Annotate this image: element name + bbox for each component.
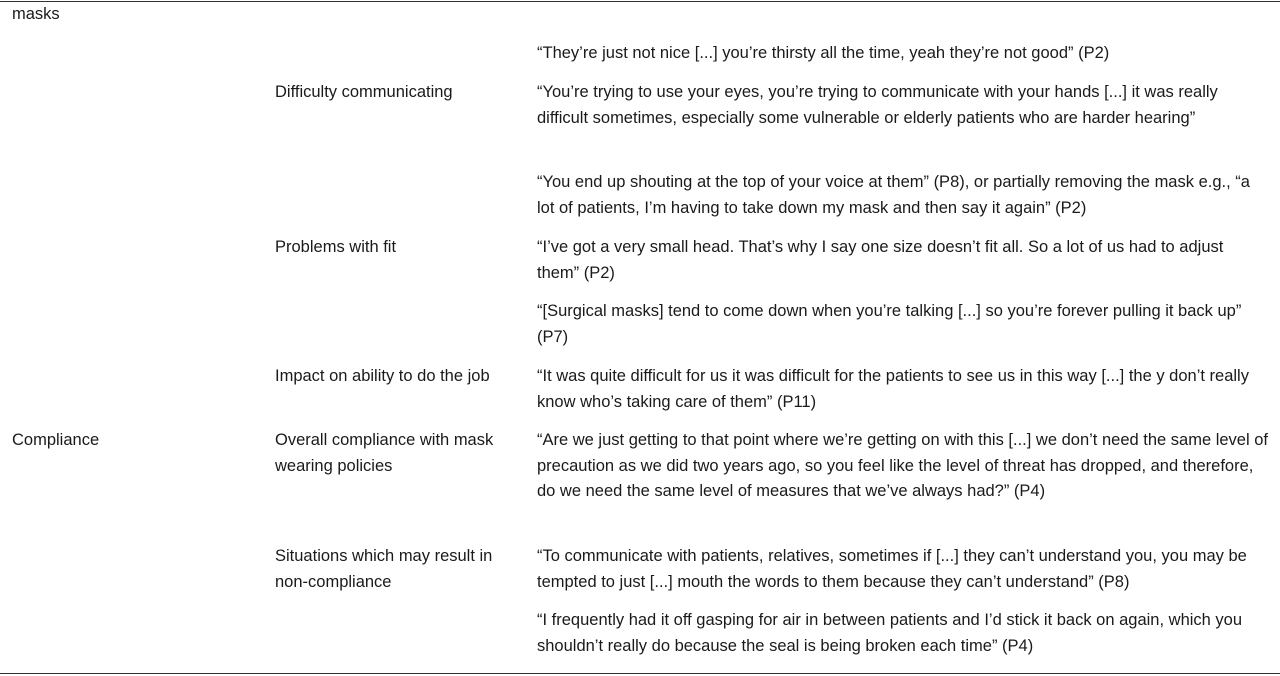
theme-cell: masks: [12, 5, 60, 23]
quote-cell: “You’re trying to use your eyes, you’re trying to communicate with your hands [...] it was really difficult sometimes, especially some vulnerable or elderly patients who are harder hearing”: [537, 83, 1218, 127]
table-bottom-rule: [0, 673, 1280, 674]
quote-cell: “It was quite difficult for us it was difficult for the patients to see us in this way [...] the y don’t really know who’s taking care of them” (P11): [537, 367, 1249, 411]
theme-cell: Compliance: [12, 431, 100, 449]
quote-cell: “You end up shouting at the top of your voice at them” (P8), or partially removing the mask e.g., “a lot of patients, I’m having to take down my mask and then say it again” (P2): [537, 173, 1250, 217]
quote-cell: “To communicate with patients, relatives, sometimes if [...] they can’t understand you, you may be tempted to just [...] mouth the words to them because they can’t understand” (P8): [537, 547, 1247, 591]
quote-cell: “I’ve got a very small head. That’s why I say one size doesn’t fit all. So a lot of us had to adjust them” (P2): [537, 238, 1224, 282]
quote-cell: “I frequently had it off gasping for air in between patients and I’d stick it back on again, which you shouldn’t really do because the seal is being broken each time” (P4): [537, 611, 1243, 655]
subtheme-cell: Impact on ability to do the job: [275, 367, 490, 385]
subtheme-cell: Overall compliance with mask wearing policies: [275, 431, 494, 475]
quote-cell: “They’re just not nice [...] you’re thirsty all the time, yeah they’re not good” (P2): [537, 44, 1110, 62]
quote-cell: “Are we just getting to that point where we’re getting on with this [...] we don’t need the same level of precaution as we did two years ago, so you feel like the level of threat has dropped, and therefore, do we need the same level of measures that we’ve always had?” (P4): [537, 431, 1268, 500]
subtheme-cell: Situations which may result in non-compliance: [275, 547, 493, 591]
quote-cell: “[Surgical masks] tend to come down when you’re talking [...] so you’re forever pulling it back up” (P7): [537, 302, 1242, 346]
subtheme-cell: Problems with fit: [275, 238, 397, 256]
subtheme-cell: Difficulty communicating: [275, 83, 453, 101]
